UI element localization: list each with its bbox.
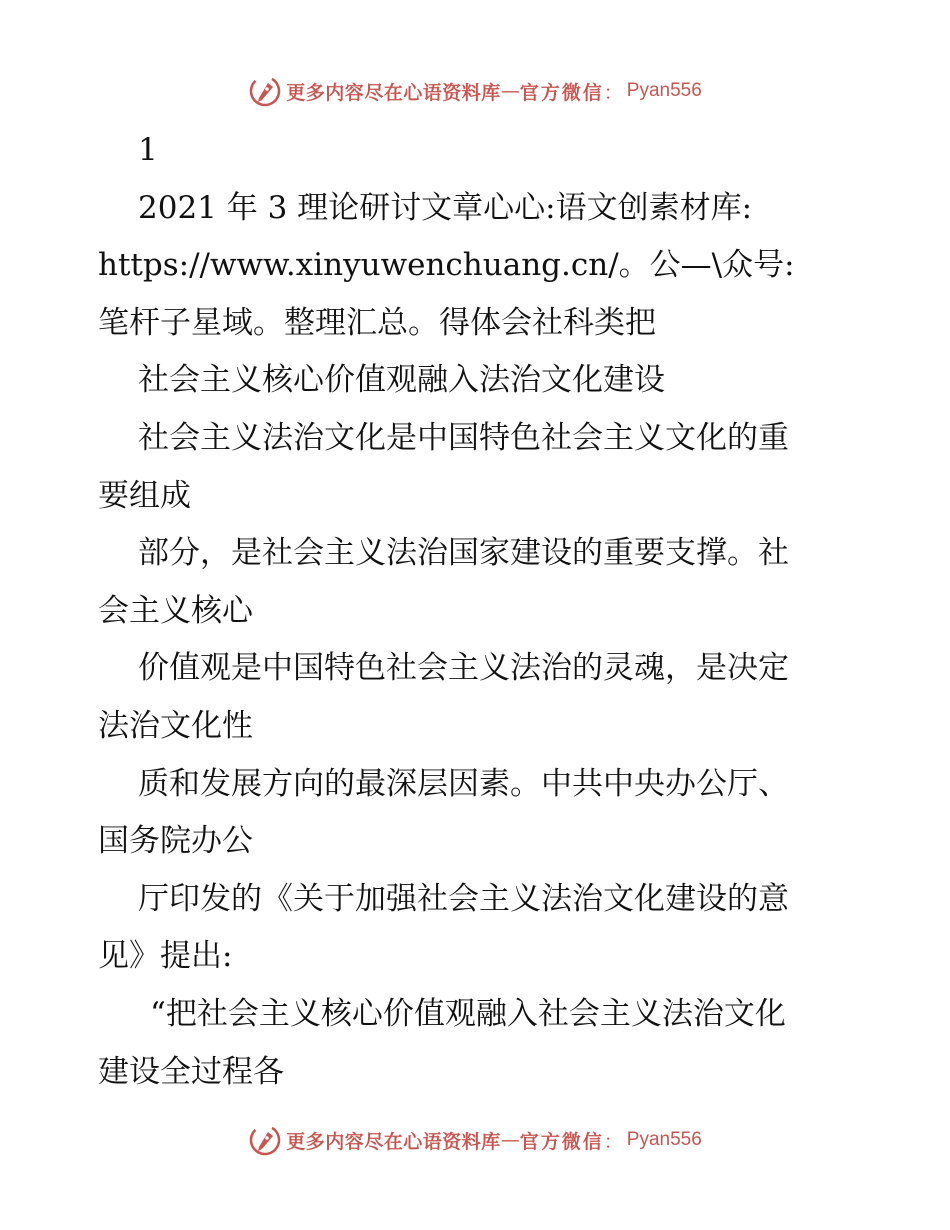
header-watermark-banner [0,71,950,111]
text-line: 社会主义法治文化是中国特色社会主义文化的重 [138,419,789,456]
banner-wechat-id: Pyan556 [626,1129,702,1150]
text-line: 价值观是中国特色社会主义法治的灵魂，是决定 [138,650,789,687]
banner-wechat-label: 官方微信 [519,1130,604,1153]
banner-site-text: 更多内容尽在心语资料库 [286,1130,501,1153]
text-line: 法治文化性 [98,707,253,744]
banner-wechat-id: Pyan556 [626,80,702,101]
banner-dash: — [500,80,520,102]
pen-nib-logo-icon [248,74,282,108]
banner-colon: ： [603,1130,623,1153]
document-body [98,122,858,1101]
banner-wechat-label: 官方微信 [519,81,604,104]
text-line: 质和发展方向的最深层因素。中共中央办公厅、 [138,765,789,802]
text-line: 会主义核心 [98,592,253,629]
text-line: 见》提出: [98,938,233,975]
article-title: 社会主义核心价值观融入法治文化建设 [138,362,665,399]
text-line: “把社会主义核心价值观融入社会主义法治文化 [150,995,786,1032]
banner-site-text: 更多内容尽在心语资料库 [286,81,501,104]
text-line: 2021 年 3 理论研讨文章心心:语文创素材库: [138,189,753,226]
footer-watermark-banner [0,1120,950,1160]
text-line: https://www.xinyuwenchuang.cn/。公—\众号: [98,247,795,284]
page-number-line: 1 [138,132,158,168]
text-line: 部分，是社会主义法治国家建设的重要支撑。社 [138,535,789,572]
text-line: 要组成 [98,477,191,514]
text-line: 笔杆子星域。整理汇总。得体会社科类把 [98,304,656,341]
banner-colon: ： [603,81,623,104]
text-line: 国务院办公 [98,823,253,860]
text-line: 厅印发的《关于加强社会主义法治文化建设的意 [138,880,789,917]
pen-nib-logo-icon [248,1123,282,1157]
text-line: 建设全过程各 [98,1053,284,1090]
banner-dash: — [500,1129,520,1151]
